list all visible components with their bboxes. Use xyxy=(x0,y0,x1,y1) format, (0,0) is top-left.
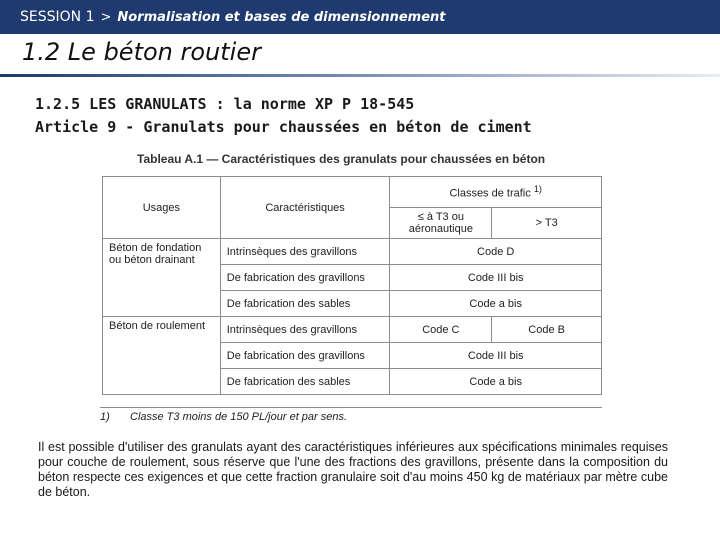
table-row xyxy=(103,317,602,343)
characteristic-cell: Intrinsèques des gravillons xyxy=(220,239,390,265)
characteristic-cell: De fabrication des sables xyxy=(220,369,390,395)
body-paragraph: Il est possible d'utiliser des granulats ayant des caractéristiques inférieures aux spécifications minimales requises pour couche de roulement, sous réserve que l'une des fractions des gravillons, présente dans la composition du béton respecte ces exigences et que cette fraction granulaire soit d'au moins 450 kg de matériaux par mètre cube de béton. xyxy=(38,440,668,499)
characteristic-cell: De fabrication des gravillons xyxy=(220,343,390,369)
header-classes xyxy=(390,177,602,208)
table-row xyxy=(103,239,602,265)
usage-cell: Béton de roulement xyxy=(103,317,221,395)
code-cell: Code C xyxy=(390,317,492,343)
table-footnote xyxy=(100,407,602,423)
session-label: SESSION 1 xyxy=(20,9,95,25)
characteristic-cell: Intrinsèques des gravillons xyxy=(220,317,390,343)
subheading-article: Article 9 - Granulats pour chaussées en béton de ciment xyxy=(35,118,532,136)
usage-cell: Béton de fondation ou béton drainant xyxy=(103,239,221,317)
code-cell: Code a bis xyxy=(390,369,602,395)
header-classes-note: 1) xyxy=(533,184,542,195)
subheading-norm: 1.2.5 LES GRANULATS : la norme XP P 18-545 xyxy=(35,95,415,113)
session-topic: Normalisation et bases de dimensionnement xyxy=(117,9,446,25)
granulats-table xyxy=(102,176,602,395)
code-cell: Code a bis xyxy=(390,291,602,317)
header-usages: Usages xyxy=(103,177,221,239)
title-divider xyxy=(0,74,720,77)
characteristic-cell: De fabrication des sables xyxy=(220,291,390,317)
footnote-number: 1) xyxy=(100,411,110,423)
header-caracteristiques: Caractéristiques xyxy=(220,177,390,239)
header-high-traffic: > T3 xyxy=(492,208,602,239)
header-classes-label: Classes de trafic xyxy=(449,187,531,200)
characteristic-cell: De fabrication des gravillons xyxy=(220,265,390,291)
footnote-text: Classe T3 moins de 150 PL/jour et par sens. xyxy=(130,411,348,423)
code-cell: Code D xyxy=(390,239,602,265)
code-cell: Code III bis xyxy=(390,343,602,369)
code-cell: Code B xyxy=(492,317,602,343)
header-bar xyxy=(0,0,720,34)
header-low-traffic: ≤ à T3 ou aéronautique xyxy=(390,208,492,239)
breadcrumb-separator: > xyxy=(100,9,112,25)
code-cell: Code III bis xyxy=(390,265,602,291)
table-caption: Tableau A.1 — Caractéristiques des granulats pour chaussées en béton xyxy=(137,152,546,166)
page-title: 1.2 Le béton routier xyxy=(22,38,261,66)
